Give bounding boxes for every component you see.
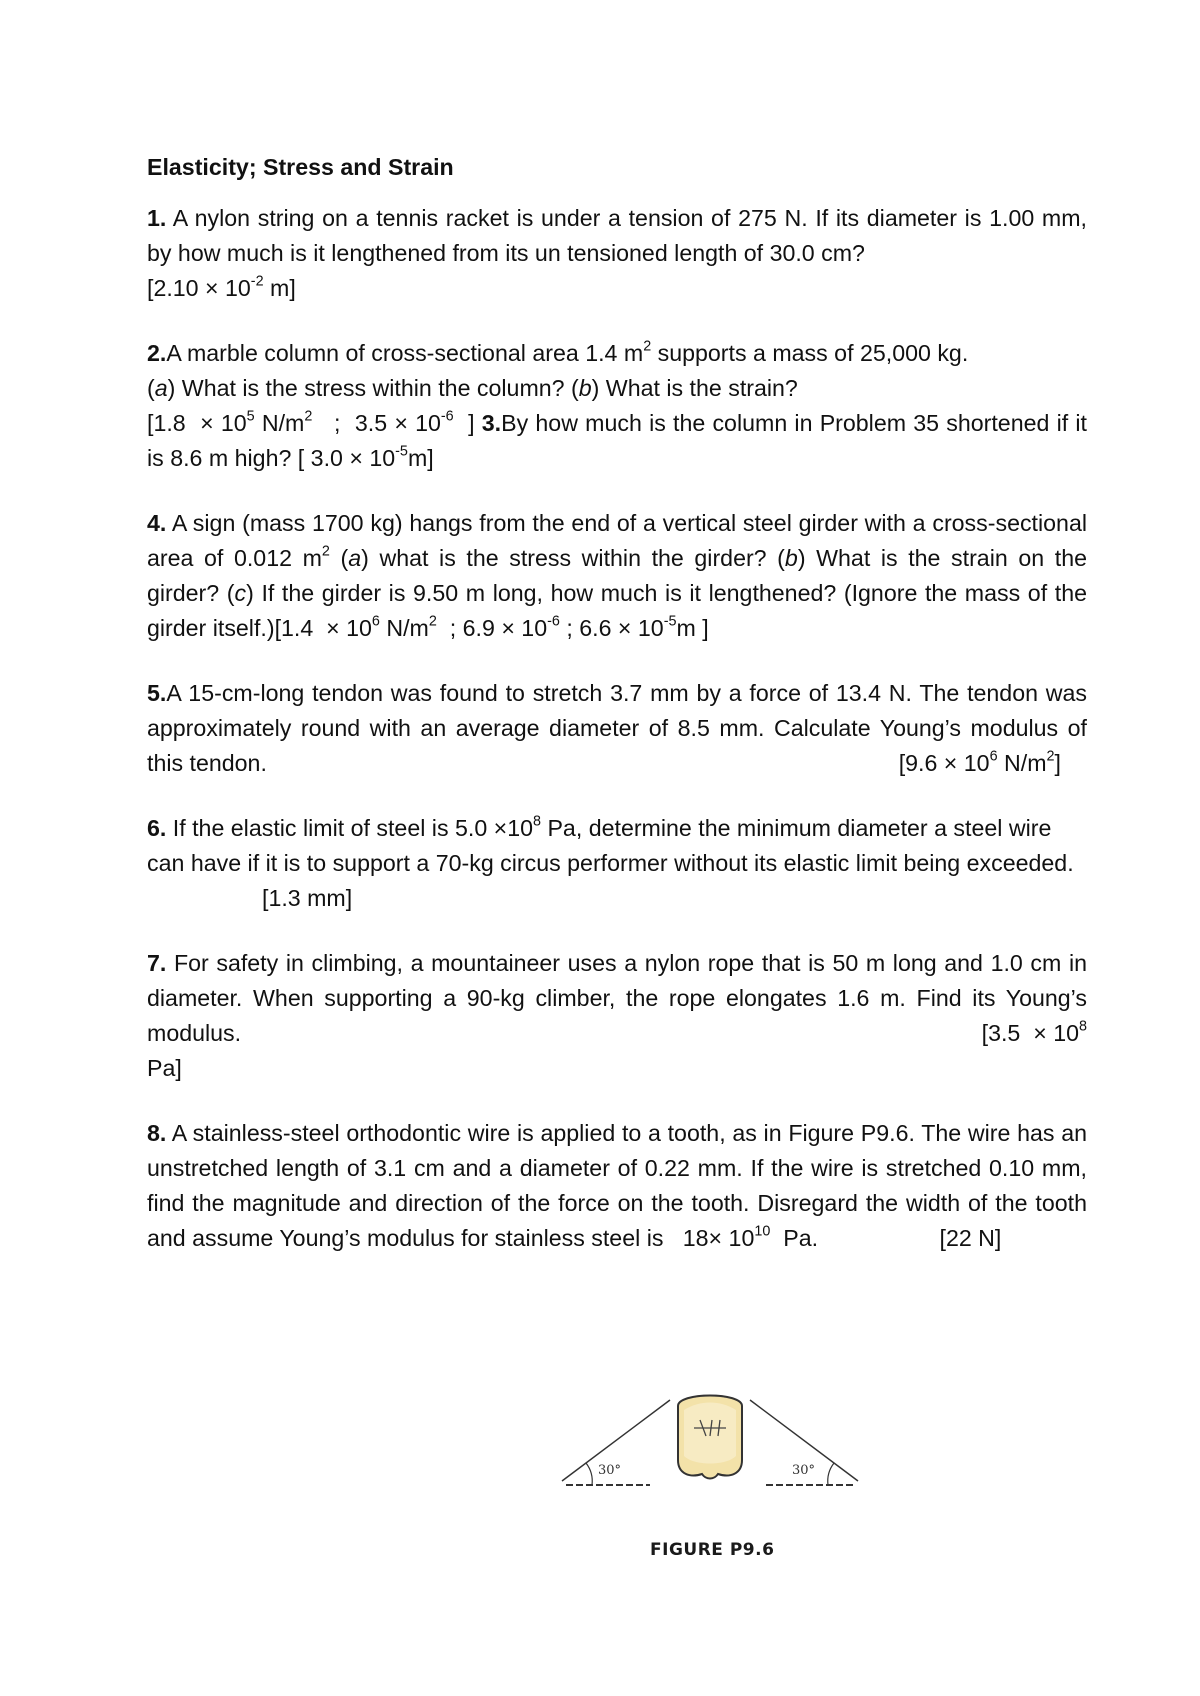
problem-7 bbox=[147, 946, 1087, 1086]
answer: [$1.8 \times 10^5$ $N/m^2$ ; $3.5 \times 10^{-6}$ ] bbox=[147, 408, 482, 436]
problem-1 bbox=[147, 201, 1087, 306]
problem-text: A stainless-steel orthodontic wire is applied to a tooth, as in Figure P9.6. The wire has an unstretched length of 3.1 cm and a diameter of 0.22 mm. If the wire is stretched 0.10 mm, find the magnitude and direction of the force on the tooth. Disregard the width of the tooth and assume Young’s modulus for stainless steel is $18\times 10^{10}$ Pa. bbox=[147, 1120, 1094, 1251]
problem-3-text: By how much is the column in Problem 35 shortened if it is 8.6 m high? [ 3.0 × 10 bbox=[147, 410, 1087, 471]
problem-text: A marble column of cross-sectional area 1.4 $m^2$ supports a mass of 25,000 kg. bbox=[166, 338, 969, 366]
answer: [1.3 mm] bbox=[262, 885, 353, 911]
problem-5 bbox=[147, 676, 1087, 781]
problem-4 bbox=[147, 506, 1087, 646]
problem-number: 8. bbox=[147, 1120, 167, 1146]
problem-text: A 15-cm-long tendon was found to stretch 3.7 mm by a force of 13.4 N. The tendon was approximately round with an average diameter of 8.5 mm. Calculate Young’s modulus of this tendon. bbox=[147, 680, 1087, 776]
answer: [22 N] bbox=[939, 1225, 1002, 1251]
answer-exponent: -5 bbox=[395, 443, 408, 460]
answer: [$2.10 \times 10^{-2}$ m] bbox=[147, 273, 296, 301]
document-body bbox=[147, 150, 1094, 1286]
problem-number: 2. bbox=[147, 340, 167, 366]
problem-number: 6. bbox=[147, 815, 167, 841]
problem-text: If the elastic limit of steel is $5.0 \times 10^8$ Pa, determine the minimum diameter a steel wire can have if it is to support a 70-kg circus performer without its elastic limit being exceeded. bbox=[147, 813, 1074, 876]
problem-number: 4. bbox=[147, 510, 167, 536]
angle-label-right: 30° bbox=[792, 1463, 816, 1478]
answer: [$9.6 \times 10^6$ $N/m^2$] bbox=[898, 748, 1061, 776]
angle-label-left: 30° bbox=[598, 1463, 622, 1478]
answer-unit: Pa] bbox=[147, 1055, 182, 1081]
angle-arc-right bbox=[828, 1463, 834, 1485]
figure-caption: FIGURE P9.6 bbox=[650, 1540, 775, 1560]
problem-number: 3. bbox=[481, 410, 502, 436]
answer-unit: m] bbox=[407, 445, 434, 471]
problem-text: A sign (mass 1700 kg) hangs from the end of a vertical steel girder with a cross-sectional area of 0.012 $m^2$ (a) what is the stress within the girder? (b) What is the strain on the girder? (c) If the girder is 9.50 m long, how much is it lengthened? (Ignore the mass of the girder itself.) bbox=[147, 510, 1087, 641]
problem-number: 1. bbox=[147, 205, 167, 231]
angle-arc-left bbox=[586, 1463, 592, 1485]
problem-8 bbox=[147, 1116, 1094, 1256]
problem-number: 7. bbox=[147, 950, 167, 976]
answer: [$1.4 \times 10^6$ $N/m^2$ ; $6.9 \times 10^{-6}$ ; $6.6 \times 10^{-5}m$ ] bbox=[274, 613, 709, 641]
problem-text: For safety in climbing, a mountaineer uses a nylon rope that is 50 m long and 1.0 cm in diameter. When supporting a 90-kg climber, the rope elongates 1.6 m. Find its Young’s modulus. bbox=[147, 950, 1087, 1046]
problem-2 bbox=[147, 336, 1087, 476]
page-title: Elasticity; Stress and Strain bbox=[147, 154, 454, 180]
sub-questions: (a) What is the stress within the column? (b) What is the strain? bbox=[147, 375, 798, 401]
answer: [$3.5 \times 10^8$ bbox=[981, 1018, 1087, 1046]
problem-text: A nylon string on a tennis racket is under a tension of 275 N. If its diameter is 1.00 mm, by how much is it lengthened from its un tensioned length of 30.0 cm? bbox=[147, 205, 1088, 266]
problem-number: 5. bbox=[147, 680, 167, 706]
problem-6 bbox=[147, 811, 1087, 916]
